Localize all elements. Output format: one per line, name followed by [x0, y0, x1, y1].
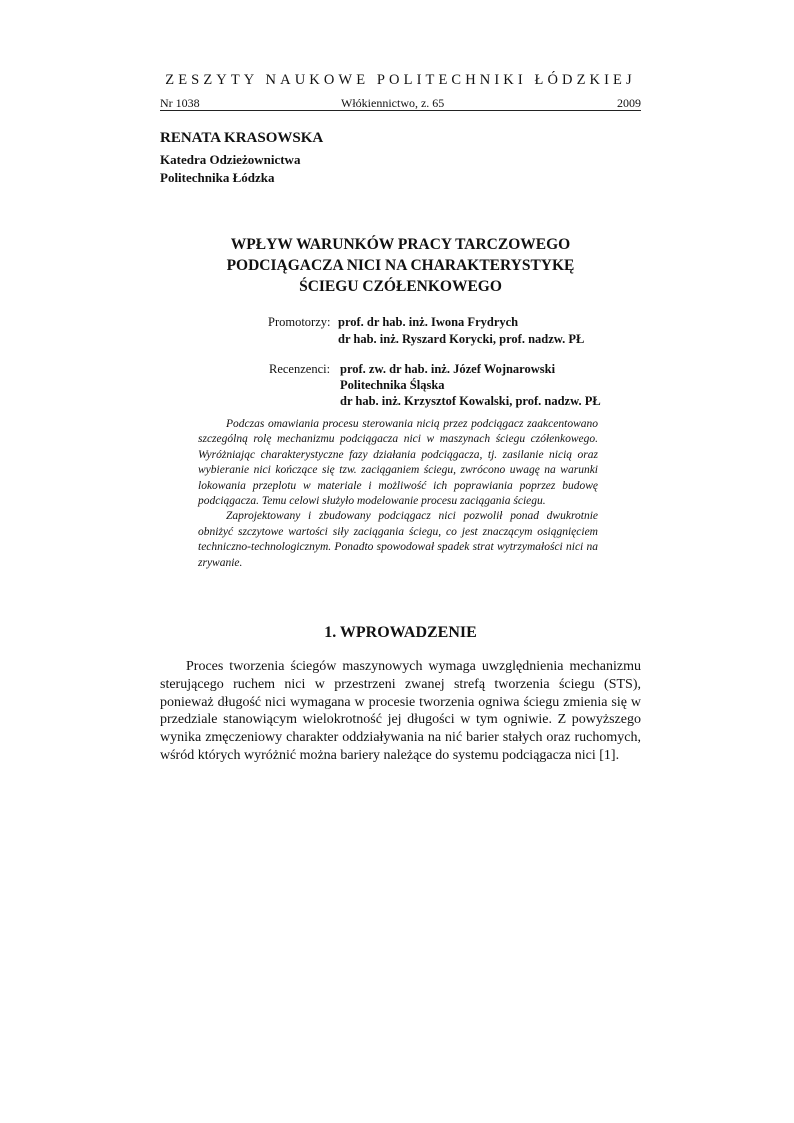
- reviewer-1: prof. zw. dr hab. inż. Józef Wojnarowski: [340, 362, 556, 376]
- reviewer-2: dr hab. inż. Krzysztof Kowalski, prof. nadzw. PŁ: [340, 394, 601, 408]
- paper-title: [160, 234, 641, 297]
- title-line-2: PODCIĄGACZA NICI NA CHARAKTERYSTYKĘ: [226, 257, 575, 274]
- abstract-paragraph-2: Zaprojektowany i zbudowany podciągacz nici pozwolił ponad dwukrotnie obniżyć szczytowe wartości siły zaciągania ściegu, co jest znaczącym osiągnięciem techniczno-technologicznym. Ponadto spowodował spadek strat wytrzymałości nici na zrywanie.: [198, 510, 598, 569]
- journal-title: ZESZYTY NAUKOWE POLITECHNIKI ŁÓDZKIEJ: [165, 72, 636, 88]
- reviewers-label: Recenzenci:: [269, 362, 331, 376]
- issue-series: Włókiennictwo, z. 65: [341, 96, 445, 110]
- author-university: Politechnika Łódzka: [160, 170, 275, 185]
- body-text: [160, 658, 641, 765]
- promoters-label: Promotorzy:: [268, 315, 331, 329]
- section-heading: 1. WPROWADZENIE: [324, 624, 477, 641]
- issue-year: 2009: [617, 96, 641, 110]
- title-line-3: ŚCIEGU CZÓŁENKOWEGO: [299, 278, 502, 295]
- author-name: RENATA KRASOWSKA: [160, 130, 324, 146]
- body-paragraph: Proces tworzenia ściegów maszynowych wymaga uwzględnienia mechanizmu sterującego ruchem nici w przestrzeni zwanej strefą tworzenia ściegu (STS), ponieważ długość nici wymagana w procesie tworzenia ogniwa ściegu zmienia się w przedziale stanowiącym wielokrotność jej długości w tym ogniwie. Z powyższego wynika zmęczeniowy charakter oddziaływania na nić barier stałych oraz ruchomych, wśród których wyróżnić można bariery należące do systemu podciągacza nici [1].: [160, 659, 641, 763]
- promoter-2: dr hab. inż. Ryszard Korycki, prof. nadzw. PŁ: [338, 332, 585, 346]
- header-rule: [160, 110, 641, 111]
- promoter-1: prof. dr hab. inż. Iwona Frydrych: [338, 315, 519, 329]
- issue-number: Nr 1038: [160, 96, 200, 110]
- author-department: Katedra Odzieżownictwa: [160, 152, 301, 167]
- abstract-paragraph-1: Podczas omawiania procesu sterowania nicią przez podciągacz zaakcentowano szczególną rolę mechanizmu podciągacza nici w maszynach ściegu czółenkowego. Wyróżniając charakterystyczne fazy działania podciągacza, tj. zasilanie nicią oraz wybieranie nici kończące się tzw. zaciąganiem ściegu, zwrócono uwagę na warunki lokowania przeplotu w materiale i możliwość ich poprawiania poprzez budowę podciągacza. Temu celowi służyło modelowanie procesu zaciągania ściegu.: [198, 418, 598, 508]
- reviewer-1-affiliation: Politechnika Śląska: [340, 378, 445, 392]
- abstract: [198, 417, 598, 571]
- title-line-1: WPŁYW WARUNKÓW PRACY TARCZOWEGO: [230, 236, 571, 253]
